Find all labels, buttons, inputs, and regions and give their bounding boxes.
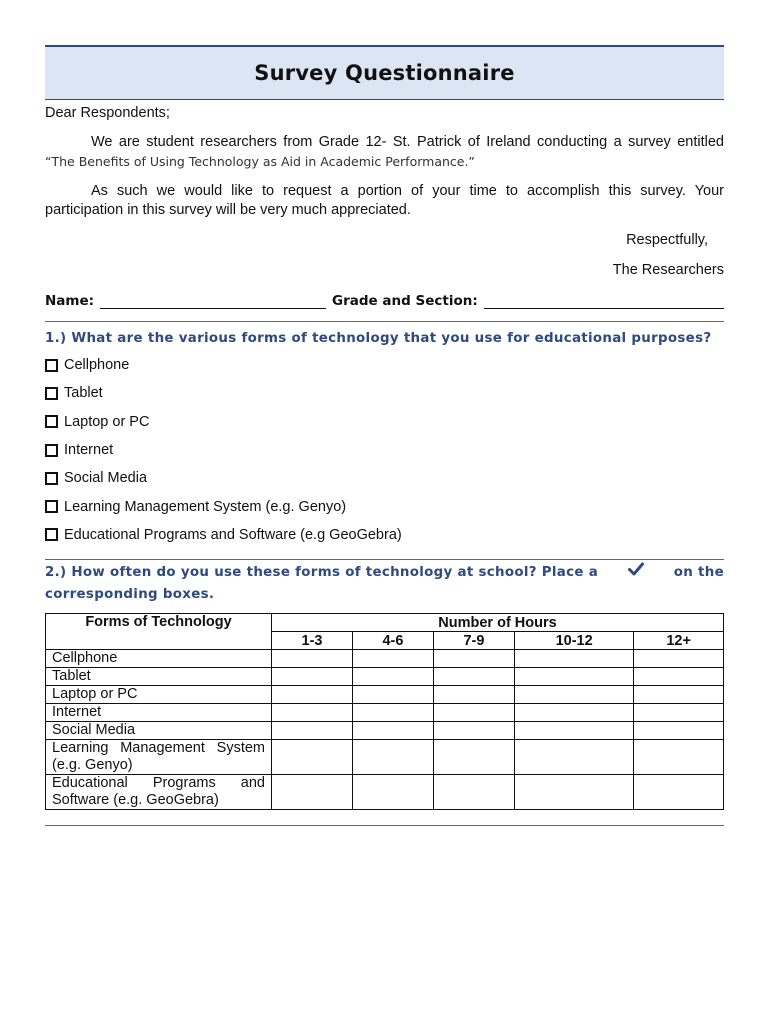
- hours-cell[interactable]: [272, 740, 353, 775]
- closing: Respectfully,: [626, 232, 708, 248]
- row-label: Social Media: [46, 722, 272, 740]
- hours-col-1: 1-3: [272, 632, 353, 650]
- row-label-line: Educational Programs and: [52, 775, 265, 792]
- hours-cell[interactable]: [634, 740, 724, 775]
- hours-col-5: 12+: [634, 632, 724, 650]
- hours-cell[interactable]: [514, 775, 633, 810]
- option-internet[interactable]: [45, 436, 724, 464]
- respondent-fields: [45, 293, 724, 309]
- question-1-options: [45, 351, 724, 549]
- hours-cell[interactable]: [514, 668, 633, 686]
- hours-cell[interactable]: [352, 722, 433, 740]
- checkbox[interactable]: [45, 472, 58, 485]
- question-1: 1.) What are the various forms of technology that you use for educational purposes?: [45, 331, 712, 346]
- option-label: Tablet: [64, 385, 103, 402]
- hours-cell[interactable]: [433, 722, 514, 740]
- checkbox[interactable]: [45, 415, 58, 428]
- intro-paragraph: [45, 133, 724, 171]
- hours-col-3: 7-9: [433, 632, 514, 650]
- question-2-text: 2.) How often do you use these forms of technology at school? Place a: [45, 565, 599, 581]
- question-2: [45, 562, 724, 584]
- hours-cell[interactable]: [433, 775, 514, 810]
- table-row: [46, 668, 724, 686]
- hours-cell[interactable]: [433, 686, 514, 704]
- page-title: Survey Questionnaire: [254, 61, 515, 85]
- hours-cell[interactable]: [352, 775, 433, 810]
- option-label: Learning Management System (e.g. Genyo): [64, 498, 347, 515]
- hours-col-4: 10-12: [514, 632, 633, 650]
- divider: [45, 321, 724, 322]
- name-field[interactable]: [100, 294, 326, 309]
- option-educational-software[interactable]: [45, 521, 724, 549]
- hours-table: [45, 613, 724, 810]
- hours-cell[interactable]: [272, 775, 353, 810]
- hours-cell[interactable]: [433, 740, 514, 775]
- option-cellphone[interactable]: [45, 351, 724, 379]
- table-row: [46, 775, 724, 810]
- hours-cell[interactable]: [352, 704, 433, 722]
- hours-cell[interactable]: [634, 668, 724, 686]
- checkbox[interactable]: [45, 387, 58, 400]
- hours-cell[interactable]: [352, 740, 433, 775]
- divider: [45, 825, 724, 826]
- option-label: Laptop or PC: [64, 413, 150, 430]
- request-paragraph: As such we would like to request a portion of your time to accomplish this survey. Your participation in this survey will be very much appreciated.: [45, 183, 724, 218]
- hours-cell[interactable]: [634, 650, 724, 668]
- checkmark-icon: [628, 562, 644, 576]
- table-row: [46, 740, 724, 775]
- hours-cell[interactable]: [352, 668, 433, 686]
- signature: The Researchers: [612, 262, 724, 278]
- title-bar: [45, 45, 724, 100]
- hours-cell[interactable]: [433, 650, 514, 668]
- hours-cell[interactable]: [272, 722, 353, 740]
- hours-header: Number of Hours: [272, 614, 724, 632]
- survey-page: [45, 45, 724, 826]
- row-label-line: Software (e.g. GeoGebra): [52, 792, 219, 809]
- option-social-media[interactable]: [45, 464, 724, 492]
- forms-header: Forms of Technology: [46, 614, 272, 650]
- hours-cell[interactable]: [433, 668, 514, 686]
- checkbox[interactable]: [45, 444, 58, 457]
- checkbox[interactable]: [45, 359, 58, 372]
- hours-cell[interactable]: [272, 686, 353, 704]
- option-label: Cellphone: [64, 357, 130, 374]
- question-2-line-2: corresponding boxes.: [45, 587, 215, 603]
- hours-cell[interactable]: [514, 722, 633, 740]
- hours-cell[interactable]: [634, 686, 724, 704]
- option-laptop[interactable]: [45, 408, 724, 436]
- grade-section-label: Grade and Section:: [332, 293, 478, 309]
- hours-col-2: 4-6: [352, 632, 433, 650]
- hours-cell[interactable]: [272, 650, 353, 668]
- row-label: [46, 740, 272, 775]
- table-row: [46, 722, 724, 740]
- intro-line-2: “The Benefits of Using Technology as Aid in Academic Performance.”: [45, 154, 475, 169]
- table-row: [46, 686, 724, 704]
- divider: [45, 559, 724, 560]
- hours-cell[interactable]: [272, 668, 353, 686]
- option-tablet[interactable]: [45, 379, 724, 407]
- row-label: [46, 775, 272, 810]
- row-label: Tablet: [46, 668, 272, 686]
- name-label: Name:: [45, 293, 95, 309]
- hours-cell[interactable]: [514, 686, 633, 704]
- option-label: Social Media: [64, 470, 148, 487]
- hours-cell[interactable]: [272, 704, 353, 722]
- table-row: [46, 650, 724, 668]
- row-label-line: Learning Management System: [52, 740, 265, 757]
- hours-cell[interactable]: [514, 704, 633, 722]
- grade-section-field[interactable]: [484, 294, 724, 309]
- checkbox[interactable]: [45, 528, 58, 541]
- hours-cell[interactable]: [634, 704, 724, 722]
- option-lms[interactable]: [45, 492, 724, 520]
- salutation: Dear Respondents;: [45, 105, 170, 121]
- hours-cell[interactable]: [433, 704, 514, 722]
- hours-cell[interactable]: [514, 650, 633, 668]
- hours-cell[interactable]: [634, 722, 724, 740]
- option-label: Internet: [64, 442, 114, 459]
- row-label: Laptop or PC: [46, 686, 272, 704]
- intro-line-1: We are student researchers from Grade 12- St. Patrick of Ireland conducting a survey entitled: [91, 134, 724, 150]
- option-label: Educational Programs and Software (e.g GeoGebra): [64, 526, 402, 543]
- hours-cell[interactable]: [514, 740, 633, 775]
- row-label: Internet: [46, 704, 272, 722]
- row-label: Cellphone: [46, 650, 272, 668]
- table-row: [46, 704, 724, 722]
- row-label-line: (e.g. Genyo): [52, 757, 133, 774]
- checkbox[interactable]: [45, 500, 58, 513]
- hours-cell[interactable]: [352, 650, 433, 668]
- question-2-text-end: on the: [673, 565, 724, 581]
- hours-cell[interactable]: [352, 686, 433, 704]
- hours-cell[interactable]: [634, 775, 724, 810]
